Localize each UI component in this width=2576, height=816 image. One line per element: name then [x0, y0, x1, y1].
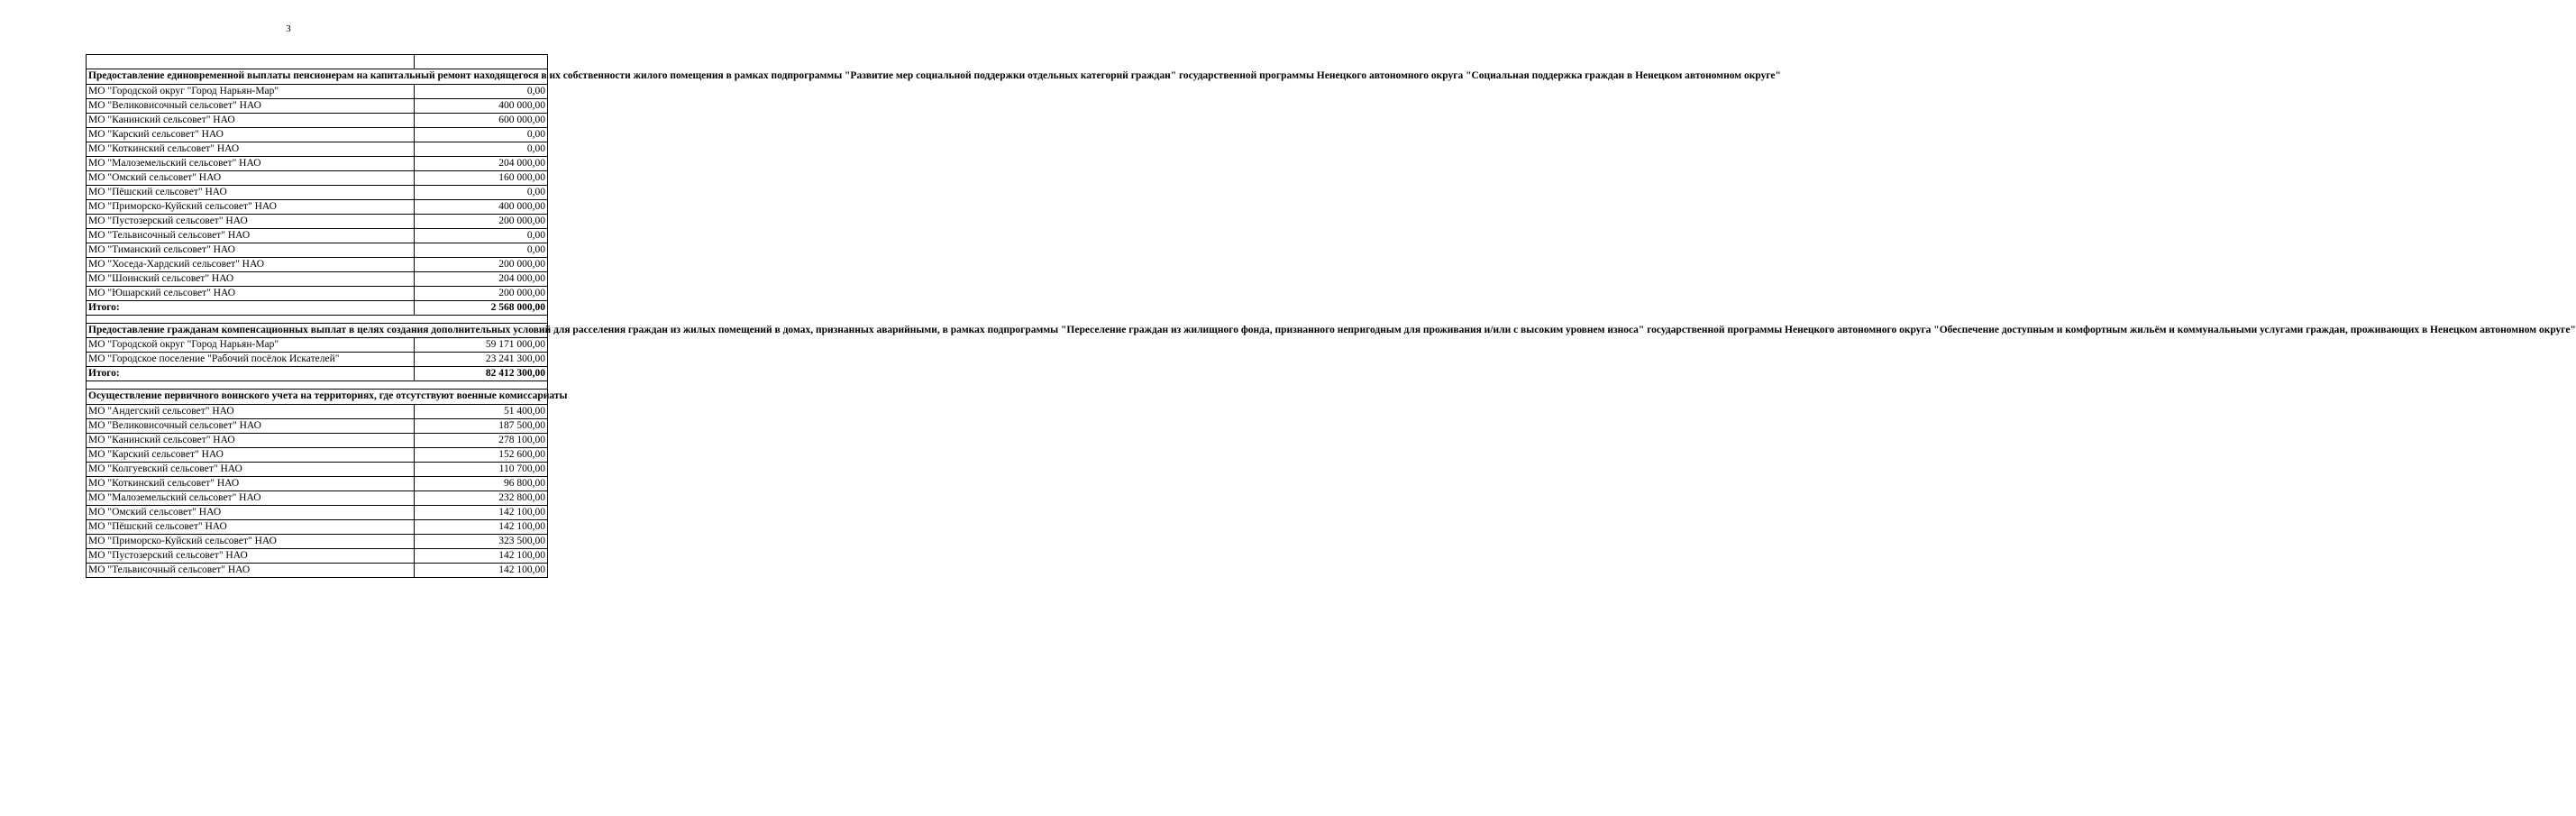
amount-value: 204 000,00 — [415, 156, 548, 170]
amount-value: 200 000,00 — [415, 257, 548, 271]
municipality-name: МО "Коткинский сельсовет" НАО — [87, 476, 415, 491]
total-label: Итого: — [87, 367, 415, 381]
amount-value: 0,00 — [415, 127, 548, 142]
amount-value: 51 400,00 — [415, 404, 548, 418]
municipality-name: МО "Городской округ "Город Нарьян-Мар" — [87, 84, 415, 98]
amount-value: 400 000,00 — [415, 199, 548, 214]
amount-value: 232 800,00 — [415, 491, 548, 505]
municipality-name: МО "Малоземельский сельсовет" НАО — [87, 156, 415, 170]
municipality-name: МО "Хоседа-Хардский сельсовет" НАО — [87, 257, 415, 271]
table-row — [87, 243, 548, 257]
table-row — [87, 519, 548, 534]
total-value: 2 568 000,00 — [415, 300, 548, 315]
table-row — [87, 156, 548, 170]
municipality-name: МО "Карский сельсовет" НАО — [87, 447, 415, 462]
table-row — [87, 170, 548, 185]
municipality-name: МО "Шоинский сельсовет" НАО — [87, 271, 415, 286]
amount-value: 200 000,00 — [415, 214, 548, 228]
municipality-name: МО "Тиманский сельсовет" НАО — [87, 243, 415, 257]
municipality-name: МО "Тельвисочный сельсовет" НАО — [87, 563, 415, 577]
amount-value: 110 700,00 — [415, 462, 548, 476]
amount-value: 142 100,00 — [415, 519, 548, 534]
amount-value: 59 171 000,00 — [415, 338, 548, 353]
allocation-table — [86, 54, 2576, 578]
municipality-name: МО "Карский сельсовет" НАО — [87, 127, 415, 142]
amount-value: 142 100,00 — [415, 563, 548, 577]
section-header-row — [87, 69, 548, 85]
municipality-name: МО "Омский сельсовет" НАО — [87, 505, 415, 519]
table-row — [87, 563, 548, 577]
amount-value: 152 600,00 — [415, 447, 548, 462]
total-value: 82 412 300,00 — [415, 367, 548, 381]
table-row — [87, 127, 548, 142]
table-row — [87, 98, 548, 113]
table-row — [87, 214, 548, 228]
table-row — [87, 491, 548, 505]
amount-value: 323 500,00 — [415, 534, 548, 548]
table-row — [87, 84, 548, 98]
municipality-name: МО "Великовисочный сельсовет" НАО — [87, 98, 415, 113]
municipality-name: МО "Приморско-Куйский сельсовет" НАО — [87, 199, 415, 214]
table-row — [87, 199, 548, 214]
amount-value: 0,00 — [415, 142, 548, 156]
table-row — [87, 462, 548, 476]
amount-value: 204 000,00 — [415, 271, 548, 286]
table-row — [87, 534, 548, 548]
municipality-name: МО "Городское поселение "Рабочий посёлок Искателей" — [87, 353, 415, 367]
table-row — [87, 418, 548, 433]
section-header-row — [87, 323, 548, 338]
table-row — [87, 142, 548, 156]
municipality-name: МО "Пустозерский сельсовет" НАО — [87, 548, 415, 563]
section-header-row — [87, 390, 548, 405]
amount-value: 96 800,00 — [415, 476, 548, 491]
municipality-name: МО "Тельвисочный сельсовет" НАО — [87, 228, 415, 243]
amount-value: 160 000,00 — [415, 170, 548, 185]
total-row — [87, 367, 548, 381]
municipality-name: МО "Пёшский сельсовет" НАО — [87, 185, 415, 199]
amount-value: 400 000,00 — [415, 98, 548, 113]
municipality-name: МО "Юшарский сельсовет" НАО — [87, 286, 415, 300]
municipality-name: МО "Омский сельсовет" НАО — [87, 170, 415, 185]
municipality-name: МО "Пёшский сельсовет" НАО — [87, 519, 415, 534]
table-row — [87, 113, 548, 127]
table-row — [87, 476, 548, 491]
amount-value: 23 241 300,00 — [415, 353, 548, 367]
amount-value: 0,00 — [415, 185, 548, 199]
amount-value: 278 100,00 — [415, 433, 548, 447]
municipality-name: МО "Канинский сельсовет" НАО — [87, 113, 415, 127]
table-row — [87, 433, 548, 447]
table-row — [87, 505, 548, 519]
table-row — [87, 228, 548, 243]
section-spacer — [87, 315, 548, 323]
section-title: Осуществление первичного воинского учета на территориях, где отсутствуют военные комиссариаты — [87, 390, 548, 405]
municipality-name: МО "Канинский сельсовет" НАО — [87, 433, 415, 447]
amount-value: 142 100,00 — [415, 505, 548, 519]
total-row — [87, 300, 548, 315]
amount-value: 187 500,00 — [415, 418, 548, 433]
section-title: Предоставление единовременной выплаты пенсионерам на капитальный ремонт находящегося в их собственности жилого помещения в рамках подпрограммы "Развитие мер социальной поддержки отдельных категорий граждан" государственной программы Ненецкого автономного округа "Социальная поддержка граждан в Ненецком автономном округе" — [87, 69, 548, 85]
municipality-name: МО "Городской округ "Город Нарьян-Мар" — [87, 338, 415, 353]
amount-value: 600 000,00 — [415, 113, 548, 127]
municipality-name: МО "Малоземельский сельсовет" НАО — [87, 491, 415, 505]
municipality-name: МО "Колгуевский сельсовет" НАО — [87, 462, 415, 476]
amount-value: 0,00 — [415, 84, 548, 98]
municipality-name: МО "Андегский сельсовет" НАО — [87, 404, 415, 418]
table-row — [87, 338, 548, 353]
table-row — [87, 257, 548, 271]
table-row — [87, 548, 548, 563]
municipality-name: МО "Пустозерский сельсовет" НАО — [87, 214, 415, 228]
table-row — [87, 404, 548, 418]
table-row — [87, 447, 548, 462]
page-number: 3 — [286, 23, 291, 34]
table-row — [87, 271, 548, 286]
table-row — [87, 286, 548, 300]
municipality-name: МО "Приморско-Куйский сельсовет" НАО — [87, 534, 415, 548]
table-row — [87, 185, 548, 199]
section-title: Предоставление гражданам компенсационных выплат в целях создания дополнительных условий для расселения граждан из жилых помещений в домах, признанных аварийными, в рамках подпрограммы "Переселение граждан из жилищного фонда, признанного непригодным для проживания и/или с высоким уровнем износа" государственной программы Ненецкого автономного округа "Обеспечение доступным и комфортным жильём и коммунальными услугами граждан, проживающих в Ненецком автономном округе" — [87, 323, 548, 338]
table-row — [87, 353, 548, 367]
municipality-name: МО "Коткинский сельсовет" НАО — [87, 142, 415, 156]
section-spacer — [87, 381, 548, 390]
amount-value: 0,00 — [415, 243, 548, 257]
amount-value: 0,00 — [415, 228, 548, 243]
blank-row — [87, 55, 548, 69]
amount-value: 200 000,00 — [415, 286, 548, 300]
municipality-name: МО "Великовисочный сельсовет" НАО — [87, 418, 415, 433]
amount-value: 142 100,00 — [415, 548, 548, 563]
total-label: Итого: — [87, 300, 415, 315]
